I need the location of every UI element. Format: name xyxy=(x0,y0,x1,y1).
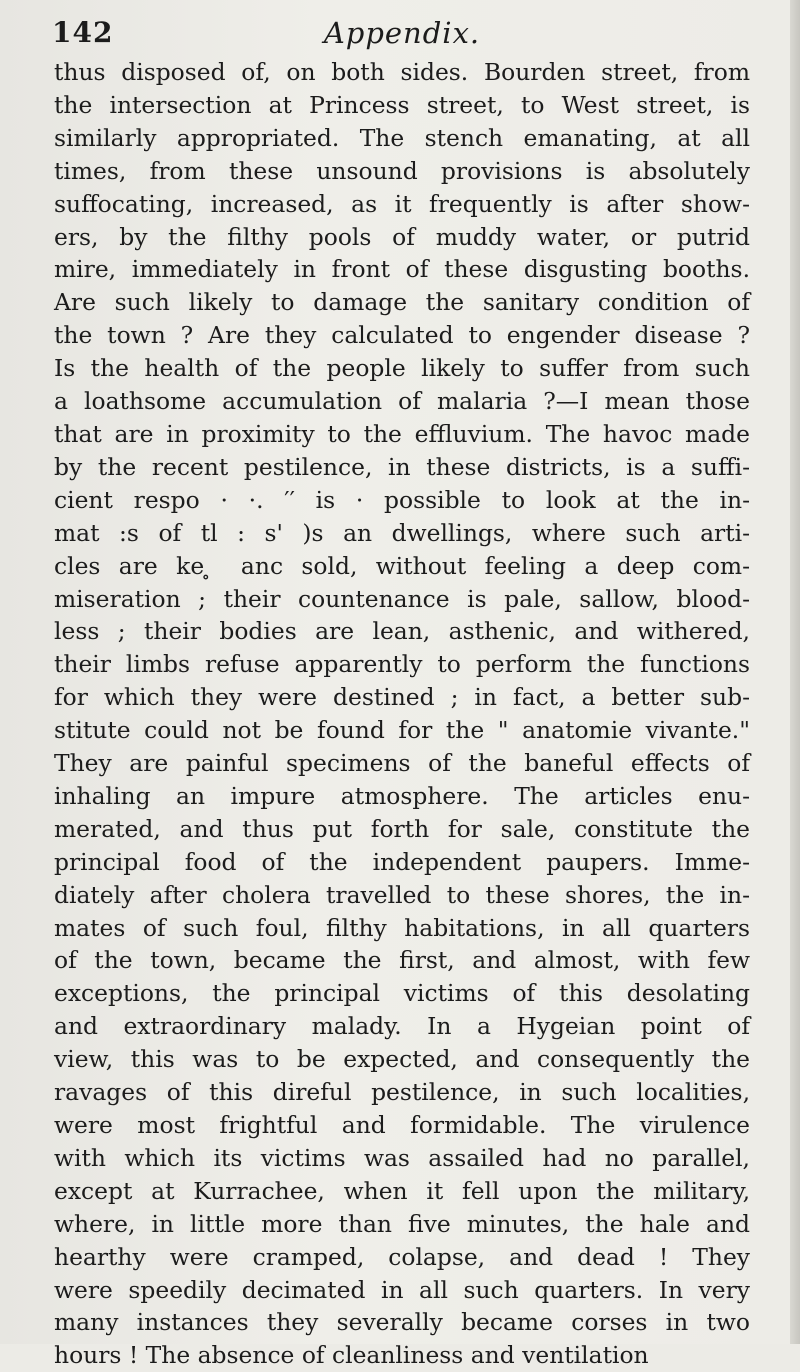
text-line: merated, and thus put forth for sale, constitute the xyxy=(54,814,750,843)
text-line: ers, by the filthy pools of muddy water, or putrid xyxy=(54,222,750,251)
text-line: times, from these unsound provisions is absolutely xyxy=(54,156,750,185)
text-line: except at Kurrachee, when it fell upon the military, xyxy=(54,1176,750,1205)
text-line: the town ? Are they calculated to engender disease ? xyxy=(54,321,750,350)
text-line: many instances they severally became corses in two xyxy=(54,1308,750,1337)
text-line: of the town, became the first, and almost, with few xyxy=(54,946,750,975)
text-line: the intersection at Princess street, to West street, is xyxy=(54,90,750,119)
text-line: Are such likely to damage the sanitary condition of xyxy=(54,288,750,317)
text-line: a loathsome accumulation of malaria ?—I mean those xyxy=(54,387,750,416)
text-line: exceptions, the principal victims of this desolating xyxy=(54,979,750,1008)
text-line: miseration ; their countenance is pale, sallow, blood- xyxy=(54,584,750,613)
text-line: inhaling an impure atmosphere. The articles enu- xyxy=(54,781,750,810)
text-line: cient respo · ·. ′′ is · possible to look at the in- xyxy=(54,485,750,514)
page-number: 142 xyxy=(52,16,114,49)
text-line: hours ! The absence of cleanliness and ventilation xyxy=(54,1341,649,1370)
text-line: cles are ke ̥ anc sold, without feeling a deep com- xyxy=(54,551,750,580)
text-line: They are painful specimens of the baneful effects of xyxy=(54,749,750,778)
text-line: were most frightful and formidable. The virulence xyxy=(54,1111,750,1139)
text-line: hearthy were cramped, colapse, and dead ! They xyxy=(54,1242,750,1271)
running-head: Appendix. xyxy=(323,16,481,50)
text-line: were speedily decimated in all such quarters. In very xyxy=(54,1275,750,1304)
body-text xyxy=(54,56,750,1372)
page-header xyxy=(52,16,752,56)
text-line: mire, immediately in front of these disgusting booths. xyxy=(54,255,750,284)
text-line: for which they were destined ; in fact, a better sub- xyxy=(54,683,750,712)
text-line: suffocating, increased, as it frequently is after show- xyxy=(54,189,750,218)
text-line: Is the health of the people likely to suffer from such xyxy=(54,354,750,383)
text-line: by the recent pestilence, in these districts, is a suffi- xyxy=(54,452,750,481)
text-line: view, this was to be expected, and consequently the xyxy=(54,1045,750,1074)
text-line: ravages of this direful pestilence, in such localities, xyxy=(54,1078,750,1107)
text-line: thus disposed of, on both sides. Bourden street, from xyxy=(54,58,750,86)
text-line: their limbs refuse apparently to perform the functions xyxy=(54,650,750,679)
text-line: and extraordinary malady. In a Hygeian point of xyxy=(54,1012,750,1041)
text-line: similarly appropriated. The stench emanating, at all xyxy=(54,123,750,152)
text-line: less ; their bodies are lean, asthenic, and withered, xyxy=(54,617,750,646)
text-line: stitute could not be found for the " anatomie vivante." xyxy=(54,716,750,745)
page-edge xyxy=(790,0,800,1344)
text-line: diately after cholera travelled to these shores, the in- xyxy=(54,880,750,909)
text-line: mat :s of tl : s' )s an dwellings, where such arti- xyxy=(54,518,750,547)
text-line: where, in little more than five minutes, the hale and xyxy=(54,1209,750,1238)
text-line: mates of such foul, filthy habitations, in all quarters xyxy=(54,913,750,942)
text-line: with which its victims was assailed had no parallel, xyxy=(54,1143,750,1172)
text-line: principal food of the independent paupers. Imme- xyxy=(54,847,750,876)
text-line: that are in proximity to the effluvium. The havoc made xyxy=(54,419,750,448)
